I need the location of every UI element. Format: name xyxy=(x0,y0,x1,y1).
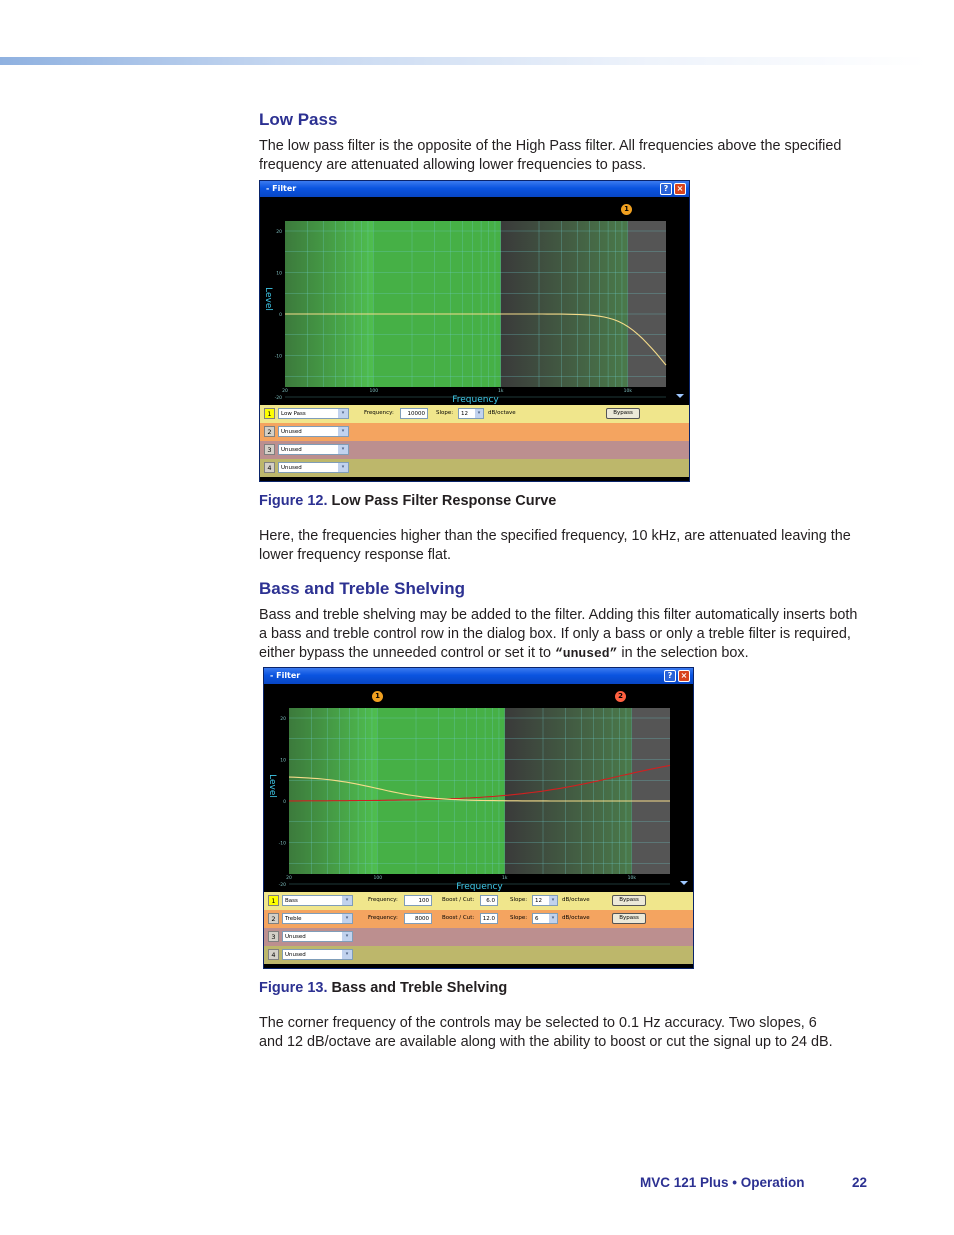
x-tick-label: 1k xyxy=(498,389,504,394)
x-axis-label: Frequency xyxy=(456,882,503,892)
frequency-label: Frequency: xyxy=(368,897,398,903)
row-number[interactable]: 4 xyxy=(268,949,279,960)
boost-cut-label: Boost / Cut: xyxy=(442,897,475,903)
filter-dialog-low-pass xyxy=(259,180,690,482)
chevron-down-icon[interactable]: ▾ xyxy=(338,427,348,436)
filter-type-select[interactable]: Unused ▾ xyxy=(282,931,353,942)
filter-type-select[interactable]: Unused ▾ xyxy=(278,426,349,437)
slope-label: Slope: xyxy=(510,897,528,903)
scroll-down-arrow-icon xyxy=(680,881,688,885)
slope-unit-label: dB/octave xyxy=(562,915,590,921)
chevron-down-icon[interactable]: ▾ xyxy=(338,445,348,454)
figure-13-caption xyxy=(259,980,507,996)
chevron-down-icon[interactable]: ▾ xyxy=(338,463,348,472)
close-button[interactable]: × xyxy=(674,183,686,195)
y-tick-label: 0 xyxy=(283,800,286,805)
figure-title: Bass and Treble Shelving xyxy=(327,980,508,996)
chevron-down-icon[interactable]: ▾ xyxy=(342,950,352,959)
chevron-down-icon[interactable]: ▾ xyxy=(342,914,352,923)
filter-row xyxy=(260,405,689,423)
figure-title: Low Pass Filter Response Curve xyxy=(327,493,557,509)
filter-type-select[interactable]: Unused ▾ xyxy=(282,949,353,960)
chevron-down-icon[interactable]: ▾ xyxy=(475,409,483,418)
x-tick-label: 20 xyxy=(286,876,292,881)
boost-cut-input[interactable]: 12.0 xyxy=(480,913,498,924)
frequency-input[interactable]: 100 xyxy=(404,895,432,906)
filter-dialog-shelving xyxy=(263,667,694,969)
y-tick-label: 0 xyxy=(279,313,282,318)
frequency-response-graph xyxy=(264,684,694,892)
chevron-down-icon[interactable]: ▾ xyxy=(549,914,557,923)
row-number[interactable]: 3 xyxy=(268,931,279,942)
filter-row xyxy=(264,928,693,946)
section-heading-low-pass: Low Pass xyxy=(259,110,338,129)
filter-type-select[interactable]: Unused ▾ xyxy=(278,444,349,455)
x-tick-label: 1k xyxy=(502,876,508,881)
row-number[interactable]: 3 xyxy=(264,444,275,455)
filter-rows xyxy=(264,892,693,964)
desc-start: Bass and treble shelving may be added to the filter. Adding this filter automatically inserts both a bass and treble control row in the dialog box. If only a bass or only a treble filter is required, either bypass the unneeded control or set it to xyxy=(259,607,858,661)
boost-cut-input[interactable]: 6.0 xyxy=(480,895,498,906)
slope-select[interactable]: 12 ▾ xyxy=(458,408,484,419)
footer-page-number: 22 xyxy=(852,1175,868,1190)
y-tick-label: -20 xyxy=(278,883,286,888)
row-number[interactable]: 2 xyxy=(264,426,275,437)
chevron-down-icon[interactable]: ▾ xyxy=(549,896,557,905)
x-tick-label: 10k xyxy=(627,876,636,881)
row-number[interactable]: 1 xyxy=(268,895,279,906)
plot-band xyxy=(505,708,632,874)
plot-band xyxy=(632,708,670,874)
x-tick-label: 100 xyxy=(373,876,383,881)
bypass-button[interactable]: Bypass xyxy=(606,408,640,419)
slope-unit-label: dB/octave xyxy=(562,897,590,903)
x-axis-label: Frequency xyxy=(452,395,499,405)
filter-row xyxy=(264,910,693,928)
dialog-titlebar: - Filter xyxy=(264,668,693,684)
figure-number: Figure 13. xyxy=(259,980,328,996)
frequency-input[interactable]: 10000 xyxy=(400,408,428,419)
plot-band xyxy=(285,221,374,387)
slope-select[interactable]: 12 ▾ xyxy=(532,895,558,906)
x-tick-label: 10k xyxy=(623,389,632,394)
y-tick-label: 20 xyxy=(276,230,282,235)
row-number[interactable]: 4 xyxy=(264,462,275,473)
frequency-input[interactable]: 8000 xyxy=(404,913,432,924)
footer-document-title: MVC 121 Plus • Operation xyxy=(640,1175,805,1190)
filter-row xyxy=(260,459,689,477)
filter-type-select[interactable]: Treble ▾ xyxy=(282,913,353,924)
chevron-down-icon[interactable]: ▾ xyxy=(338,409,348,418)
y-axis-label: Level xyxy=(267,774,277,798)
filter-type-select[interactable]: Bass ▾ xyxy=(282,895,353,906)
y-tick-label: 10 xyxy=(280,758,286,764)
frequency-response-graph xyxy=(260,197,690,405)
slope-unit-label: dB/octave xyxy=(488,410,516,416)
frequency-label: Frequency: xyxy=(364,410,394,416)
filter-rows xyxy=(260,405,689,477)
filter-row xyxy=(260,423,689,441)
y-tick-label: -10 xyxy=(274,354,282,360)
x-tick-label: 100 xyxy=(369,389,379,394)
bypass-button[interactable]: Bypass xyxy=(612,895,646,906)
filter-type-select[interactable]: Unused ▾ xyxy=(278,462,349,473)
y-axis-label: Level xyxy=(263,287,273,311)
frequency-label: Frequency: xyxy=(368,915,398,921)
marker-2[interactable]: 2 xyxy=(615,691,626,702)
boost-cut-label: Boost / Cut: xyxy=(442,915,475,921)
figure-12-caption xyxy=(259,493,556,509)
close-button[interactable]: × xyxy=(678,670,690,682)
filter-row xyxy=(264,946,693,964)
low-pass-description: The low pass filter is the opposite of the High Pass filter. All frequencies above the specified frequency are attenuated allowing lower frequencies to pass. xyxy=(259,138,842,173)
y-tick-label: 20 xyxy=(280,717,286,722)
corner-frequency-paragraph: The corner frequency of the controls may be selected to 0.1 Hz accuracy. Two slopes, 6 and 12 dB/octave are available along with the ability to boost or cut the signal up to 24 dB. xyxy=(259,1015,833,1050)
row-number[interactable]: 2 xyxy=(268,913,279,924)
section-heading-bass-treble: Bass and Treble Shelving xyxy=(259,579,465,598)
figure-number: Figure 12. xyxy=(259,493,328,509)
slope-label: Slope: xyxy=(510,915,528,921)
header-band xyxy=(0,57,928,65)
filter-type-select[interactable]: Low Pass ▾ xyxy=(278,408,349,419)
marker-1[interactable]: 1 xyxy=(372,691,383,702)
chevron-down-icon[interactable]: ▾ xyxy=(342,932,352,941)
plot-band xyxy=(378,708,505,874)
scroll-down-arrow-icon xyxy=(676,394,684,398)
y-tick-label: 10 xyxy=(276,271,282,277)
filter-row xyxy=(264,892,693,910)
help-button[interactable]: ? xyxy=(660,183,672,195)
plot-band xyxy=(628,221,666,387)
x-tick-label: 20 xyxy=(282,389,288,394)
bass-treble-description xyxy=(259,606,859,663)
y-tick-label: -10 xyxy=(278,841,286,847)
plot-band xyxy=(501,221,628,387)
y-tick-label: -20 xyxy=(274,396,282,401)
unused-keyword: “unused” xyxy=(555,646,618,661)
slope-select[interactable]: 6 ▾ xyxy=(532,913,558,924)
low-pass-explanation: Here, the frequencies higher than the specified frequency, 10 kHz, are attenuated leaving the lower frequency response flat. xyxy=(259,528,851,563)
marker-1[interactable]: 1 xyxy=(621,204,632,215)
dialog-titlebar: - Filter xyxy=(260,181,689,197)
filter-row xyxy=(260,441,689,459)
desc-end: in the selection box. xyxy=(617,645,749,661)
bypass-button[interactable]: Bypass xyxy=(612,913,646,924)
plot-band xyxy=(289,708,378,874)
chevron-down-icon[interactable]: ▾ xyxy=(342,896,352,905)
plot-band xyxy=(374,221,501,387)
help-button[interactable]: ? xyxy=(664,670,676,682)
slope-label: Slope: xyxy=(436,410,454,416)
row-number[interactable]: 1 xyxy=(264,408,275,419)
